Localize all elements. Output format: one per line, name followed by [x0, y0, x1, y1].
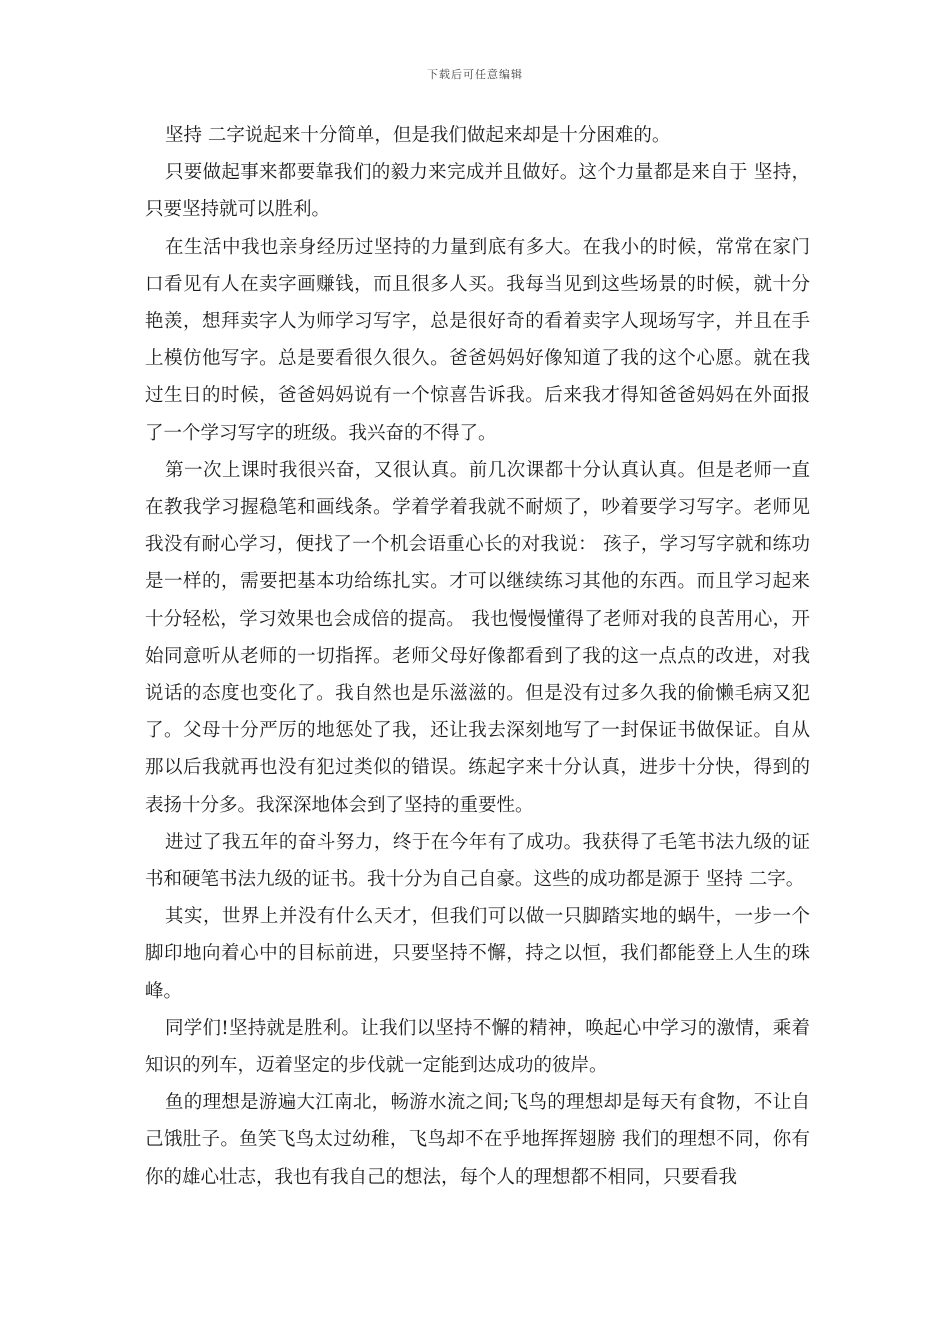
paragraph: 进过了我五年的奋斗努力，终于在今年有了成功。我获得了毛笔书法九级的证书和硬笔书法九级的证书。我十分为自己自豪。这些的成功都是源于 坚持 二字。 — [145, 831, 810, 891]
paragraph: 鱼的理想是游遍大江南北，畅游水流之间;飞鸟的理想却是每天有食物，不让自己饿肚子。鱼笑飞鸟太过幼稚，飞鸟却不在乎地挥挥翅膀 我们的理想不同，你有你的雄心壮志，我也有我自己的想法，每个人的理想都不相同，只要看我 — [145, 1092, 810, 1188]
paragraph: 只要做起事来都要靠我们的毅力来完成并且做好。这个力量都是来自于 坚持，只要坚持就可以胜利。 — [145, 162, 810, 221]
paragraph: 坚持 二字说起来十分简单，但是我们做起来却是十分困难的。 — [165, 125, 671, 146]
paragraph: 其实，世界上并没有什么天才，但我们可以做一只脚踏实地的蜗牛，一步一个脚印地向着心中的目标前进，只要坚持不懈，持之以恒，我们都能登上人生的珠峰。 — [145, 906, 810, 1002]
paragraph: 在生活中我也亲身经历过坚持的力量到底有多大。在我小的时候，常常在家门口看见有人在卖字画赚钱，而且很多人买。我每当见到这些场景的时候，就十分艳羡，想拜卖字人为师学习写字，总是很好奇的看着卖字人现场写字，并且在手上模仿他写字。总是要看很久很久。爸爸妈妈好像知道了我的这个心愿。就在我过生日的时候，爸爸妈妈说有一个惊喜告诉我。后来我才得知爸爸妈妈在外面报了一个学习写字的班级。我兴奋的不得了。 — [145, 236, 810, 444]
paragraph: 同学们!坚持就是胜利。让我们以坚持不懈的精神，唤起心中学习的激情，乘着知识的列车，迈着坚定的步伐就一定能到达成功的彼岸。 — [145, 1017, 810, 1077]
page-header: 下载后可任意编辑 — [427, 68, 523, 81]
paragraph: 第一次上课时我很兴奋，又很认真。前几次课都十分认真认真。但是老师一直在教我学习握稳笔和画线条。学着学着我就不耐烦了，吵着要学习写字。老师见我没有耐心学习，便找了一个机会语重心长的对我说： 孩子，学习写字就和练功是一样的，需要把基本功给练扎实。才可以继续练习其他的东西。而且学习起来十分轻松，学习效果也会成倍的提高。 我也慢慢懂得了老师对我的良苦用心，开始同意听从老师的一切指挥。老师父母好像都看到了我的这一点点的改进，对我说话的态度也变化了。我自然也是乐滋滋的。但是没有过多久我的偷懒毛病又犯了。父母十分严厉的地惩处了我，还让我去深刻地写了一封保证书做保证。自从那以后我就再也没有犯过类似的错误。练起字来十分认真，进步十分快，得到的表扬十分多。我深深地体会到了坚持的重要性。 — [145, 459, 810, 816]
document-body — [145, 117, 810, 1196]
